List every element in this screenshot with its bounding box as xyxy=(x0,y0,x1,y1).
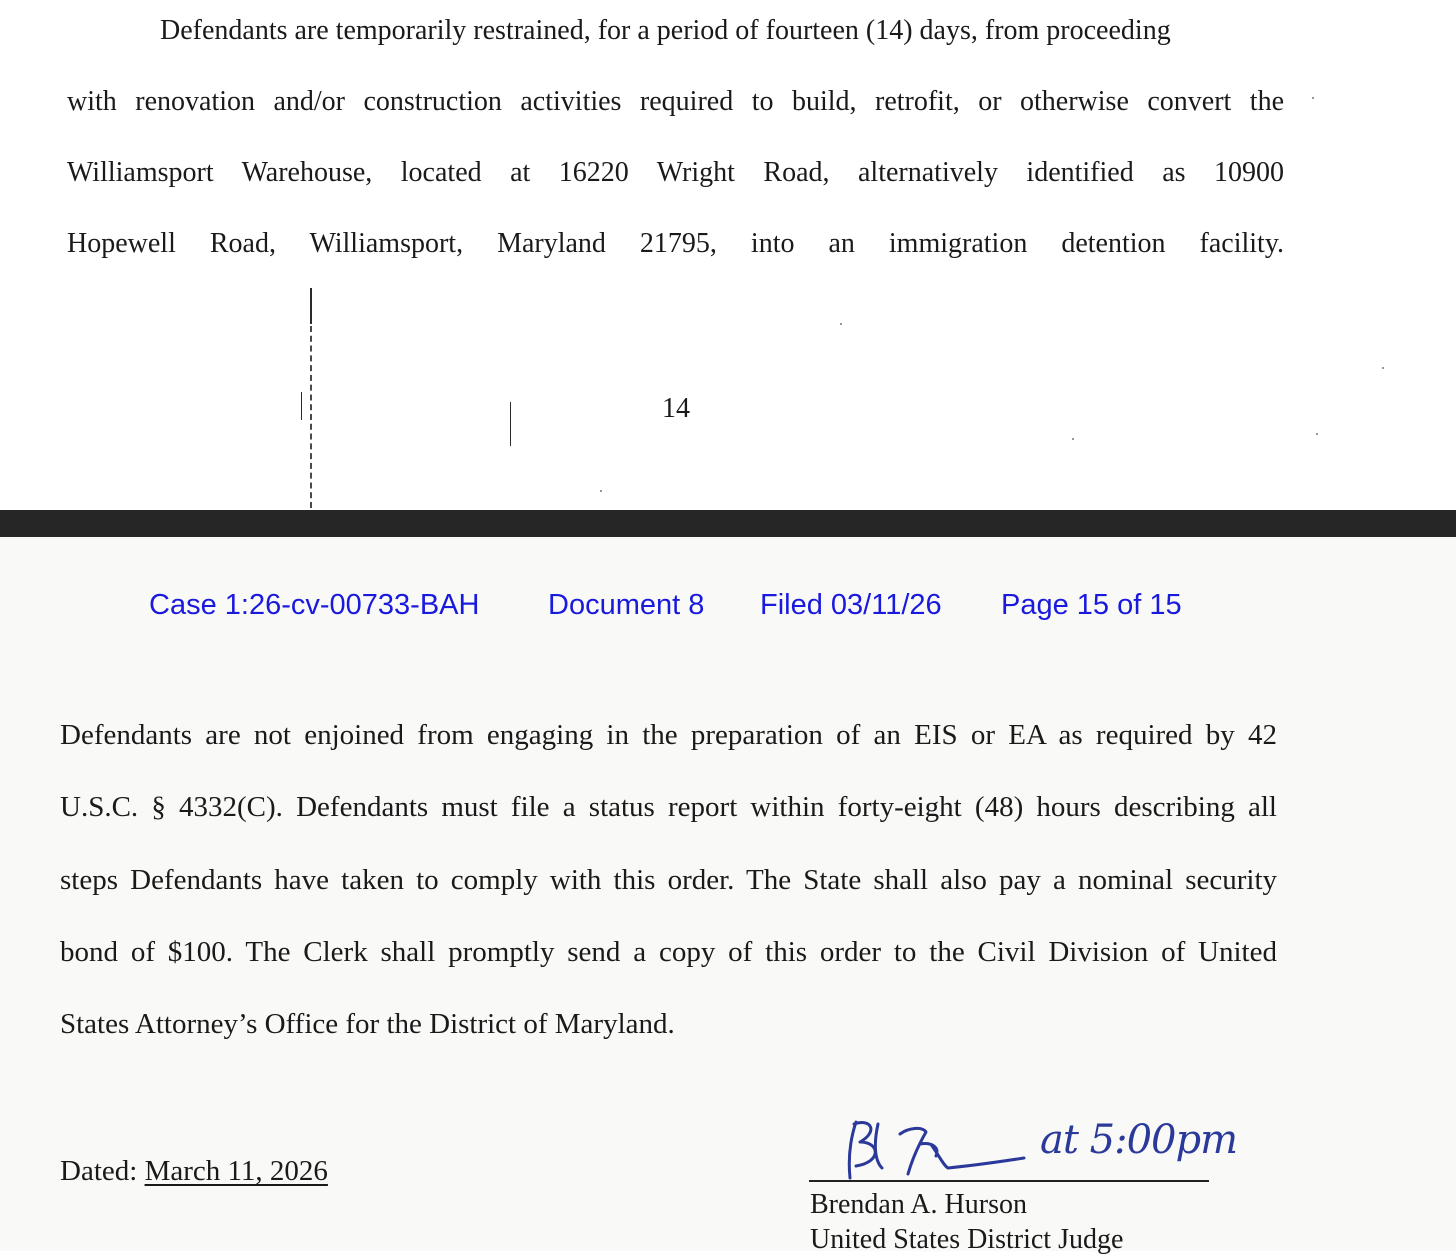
scan-speck xyxy=(1312,97,1314,99)
page-number: 14 xyxy=(662,393,690,424)
dated-line xyxy=(60,1155,328,1188)
scan-speck xyxy=(600,490,602,492)
page15-line-1: Defendants are not enjoined from engaging in the preparation of an EIS or EA as required by 42 xyxy=(60,719,1277,751)
dated-value: March 11, 2026 xyxy=(144,1155,328,1187)
judge-title: United States District Judge xyxy=(810,1224,1124,1255)
page14-line-4: Hopewell Road, Williamsport, Maryland 21795, into an immigration detention facility. xyxy=(67,228,1284,259)
scan-speck xyxy=(840,323,842,325)
page15-line-4: bond of $100. The Clerk shall promptly send a copy of this order to the Civil Division of United xyxy=(60,936,1277,968)
case-number: Case 1:26-cv-00733-BAH xyxy=(149,589,480,621)
judge-name: Brendan A. Hurson xyxy=(810,1189,1027,1220)
scan-speck xyxy=(1316,433,1318,435)
page15-line-2: U.S.C. § 4332(C). Defendants must file a status report within forty-eight (48) hours describing all xyxy=(60,791,1277,823)
page14-line-2: with renovation and/or construction activities required to build, retrofit, or otherwise convert the xyxy=(67,86,1284,117)
signature-line xyxy=(809,1180,1209,1182)
page-count: Page 15 of 15 xyxy=(1001,589,1182,621)
page15-line-5: States Attorney’s Office for the District of Maryland. xyxy=(60,1008,675,1040)
document-number: Document 8 xyxy=(548,589,705,621)
margin-mark xyxy=(310,288,312,324)
page14-line-3: Williamsport Warehouse, located at 16220 Wright Road, alternatively identified as 10900 xyxy=(67,157,1284,188)
margin-mark-dashed xyxy=(310,326,312,508)
center-mark xyxy=(510,402,511,446)
filed-date: Filed 03/11/26 xyxy=(760,589,942,621)
page-14 xyxy=(0,0,1456,510)
dated-label: Dated: xyxy=(60,1155,145,1187)
signature-time: at 5:00pm xyxy=(1040,1117,1237,1163)
page15-line-3: steps Defendants have taken to comply with this order. The State shall also pay a nominal security xyxy=(60,864,1277,896)
judge-signature-icon xyxy=(828,1112,1068,1184)
scan-speck xyxy=(1382,367,1384,369)
margin-mark-short xyxy=(301,392,302,420)
page14-line-1: Defendants are temporarily restrained, for a period of fourteen (14) days, from proceeding xyxy=(160,15,1171,46)
page-divider xyxy=(0,510,1456,537)
scan-speck xyxy=(1072,438,1074,440)
